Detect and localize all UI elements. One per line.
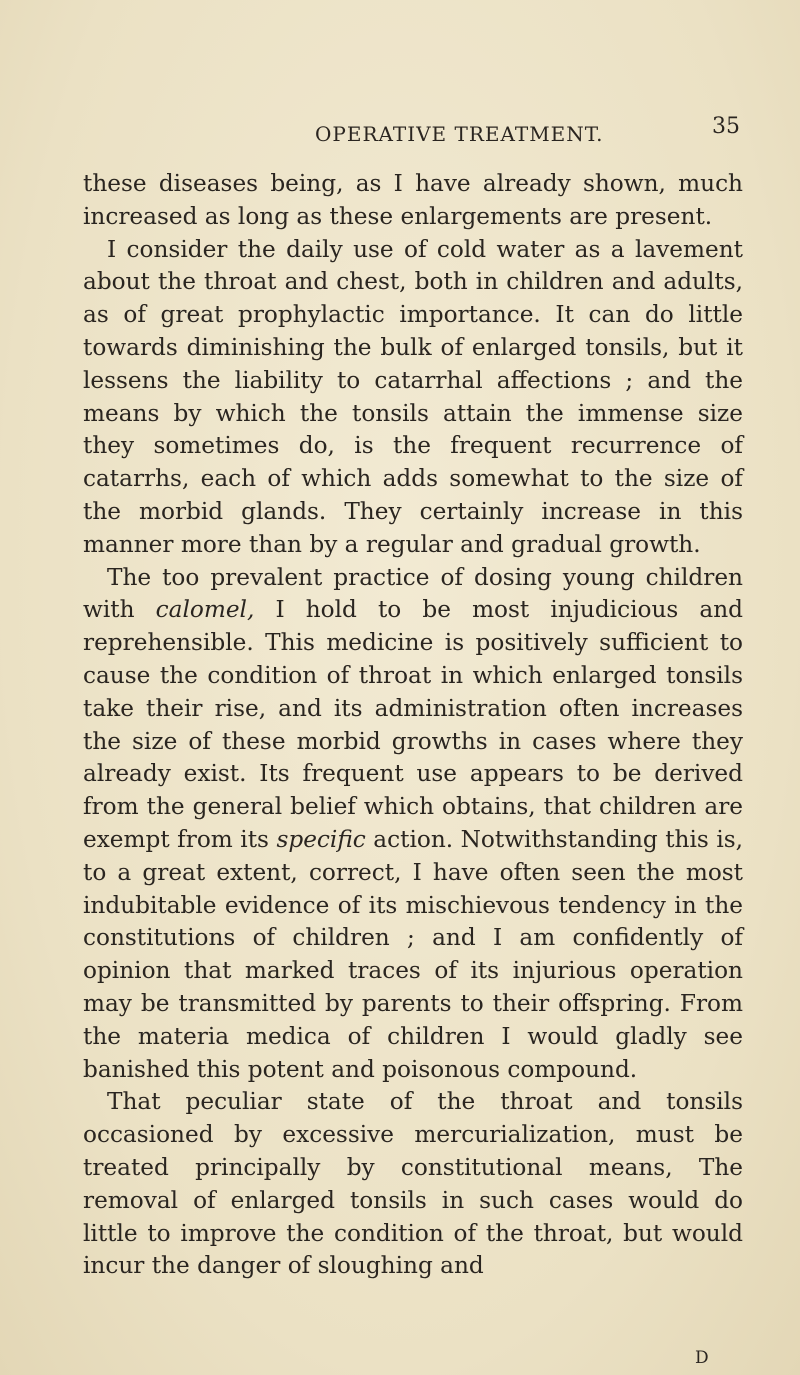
- calomel-text-1: The too prevalent practice of dosing young children with: [83, 563, 743, 624]
- paragraph-cold-water: I consider the daily use of cold water as a lavement about the throat and chest, both in children and adults, as of great prophylactic importance. It can do little towards diminishing the bulk of enlarged tonsils, but it lessens the liability to catarrhal affections ; and the means by which the tonsils attain the immense size they sometimes do, is the frequent recurrence of catarrhs, each of which adds somewhat to the size of the morbid glands. They certainly increase in this manner more than by a regular and gradual growth.: [83, 235, 743, 558]
- signature-mark: D: [695, 1348, 709, 1368]
- body-text: [83, 168, 743, 1283]
- page-number: 35: [712, 114, 740, 139]
- paragraph-continuation: these diseases being, as I have already shown, much increased as long as these enlargements are present.: [83, 170, 743, 230]
- specific-term: specific: [276, 825, 366, 853]
- running-title: OPERATIVE TREATMENT.: [315, 122, 604, 146]
- paragraph-calomel: [83, 562, 743, 1087]
- page-header: [80, 114, 740, 148]
- calomel-text-2: I hold to be most injudicious and reprehensible. This medicine is positively sufficient to cause the condition of throat in which enlarged tonsils take their rise, and its administration often increases the size of these morbid growths in cases where they already exist. Its frequent use appears to be derived from the general belief which obtains, that children are exempt from its: [83, 596, 743, 853]
- paragraph-mercurialization: That peculiar state of the throat and tonsils occasioned by excessive mercurialization, must be treated principally by constitutional means, The removal of enlarged tonsils in such cases would do little to improve the condition of the throat, but would incur the danger of sloughing and: [83, 1088, 743, 1280]
- calomel-term: calomel,: [155, 596, 255, 624]
- calomel-text-3: action. Notwithstanding this is, to a great extent, correct, I have often seen the most indubitable evidence of its mischievous tendency in the constitutions of children ; and I am confidently of opinion that marked traces of its injurious operation may be transmitted by parents to their offspring. From the materia medica of children I would gladly see banished this potent and poisonous compound.: [83, 825, 744, 1083]
